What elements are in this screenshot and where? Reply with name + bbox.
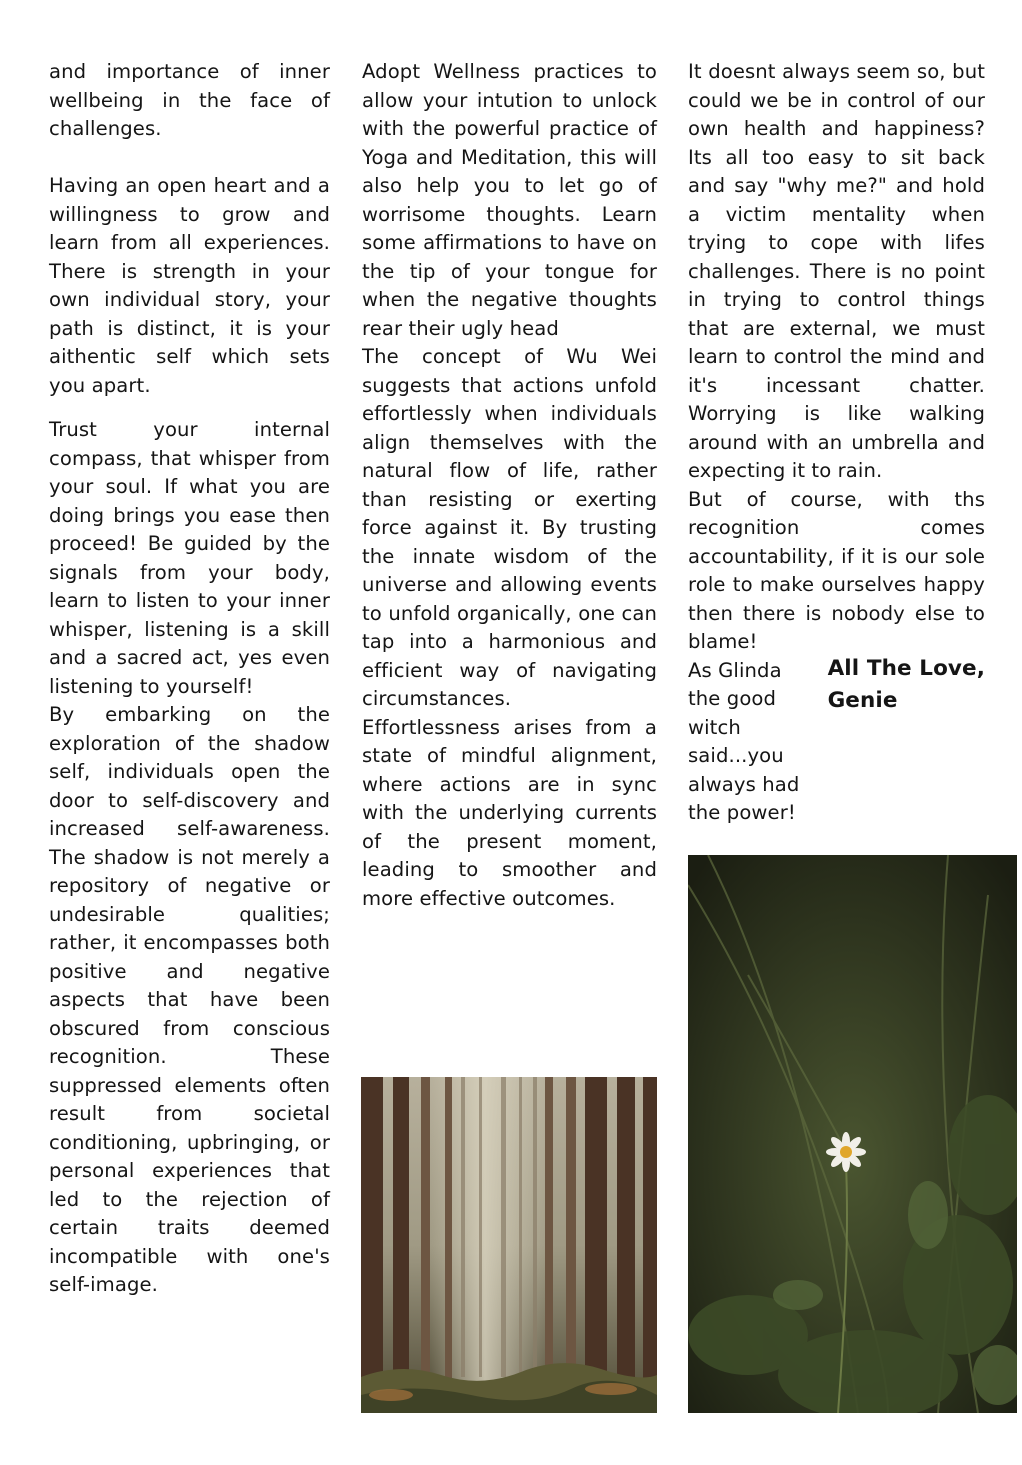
paragraph-internal-compass: Trust your internal compass, that whisper from your soul. If what you are doing brings you ease then proceed! Be guided by the signals from your body, learn to listen to your inner whisper, listening is a skill and a sacred act, yes even listening to yourself! — [49, 418, 330, 698]
paragraph-accountability: But of course, with ths recognition comes accountability, if it is our sole role to make ourselves happy then there is nobody else to blame! — [688, 487, 985, 653]
daisy-photo — [688, 855, 1017, 1413]
text-column-1 — [49, 58, 330, 1300]
text-column-3 — [688, 58, 985, 828]
signoff-line-1: All The Love, — [827, 655, 985, 681]
signoff-line-2: Genie — [827, 687, 898, 713]
paragraph-wu-wei: The concept of Wu Wei suggests that actions unfold effortlessly when individuals align themselves with the natural flow of life, rather than resisting or exerting force against it. By trusting the innate wisdom of the universe and allowing events to unfold organically, one can tap into a harmonious and efficient way of navigating circumstances. — [362, 345, 657, 710]
paragraph-glinda: As Glinda the good witch said...you always had the power! — [688, 658, 800, 824]
paragraph-control-health: It doesnt always seem so, but could we be in control of our own health and happiness? Its all too easy to sit back and say "why me?" and hold a victim mentality when trying to cope with lifes challenges. There is no point in trying to control things that are external, we must learn to control the mind and it's incessant chatter. Worrying is like walking around with an umbrella and expecting it to rain. — [688, 60, 985, 482]
signoff-row — [688, 657, 985, 828]
paragraph-wellness-practices: Adopt Wellness practices to allow your intution to unlock with the powerful practice of Yoga and Meditation, this will also help you to let go of worrisome thoughts. Learn some affirmations to have on the tip of your tongue for when the negative thoughts rear their ugly head — [362, 60, 657, 340]
paragraph-effortlessness: Effortlessness arises from a state of mindful alignment, where actions are in sync with the underlying currents of the present moment, leading to smoother and more effective outcomes. — [362, 715, 657, 910]
signoff — [828, 653, 985, 828]
paragraph-shadow-self: By embarking on the exploration of the shadow self, individuals open the door to self-discovery and increased self-awareness. The shadow is not merely a repository of negative or undesirable qualities; rather, it encompasses both positive and negative aspects that have been obscured from conscious recognition. These suppressed elements often result from societal conditioning, upbringing, or personal experiences that led to the rejection of certain traits deemed incompatible with one's self-image. — [49, 703, 330, 1296]
daisy-flower — [826, 1132, 866, 1172]
text-column-2 — [362, 58, 657, 913]
paragraph-open-heart: Having an open heart and a willingness to grow and learn from all experiences. There is strength in your own individual story, your path is distinct, it is your aithentic self which sets you apart. — [49, 174, 330, 397]
paragraph-inner-wellbeing: and importance of inner wellbeing in the face of challenges. — [49, 60, 330, 140]
forest-photo — [361, 1077, 657, 1413]
